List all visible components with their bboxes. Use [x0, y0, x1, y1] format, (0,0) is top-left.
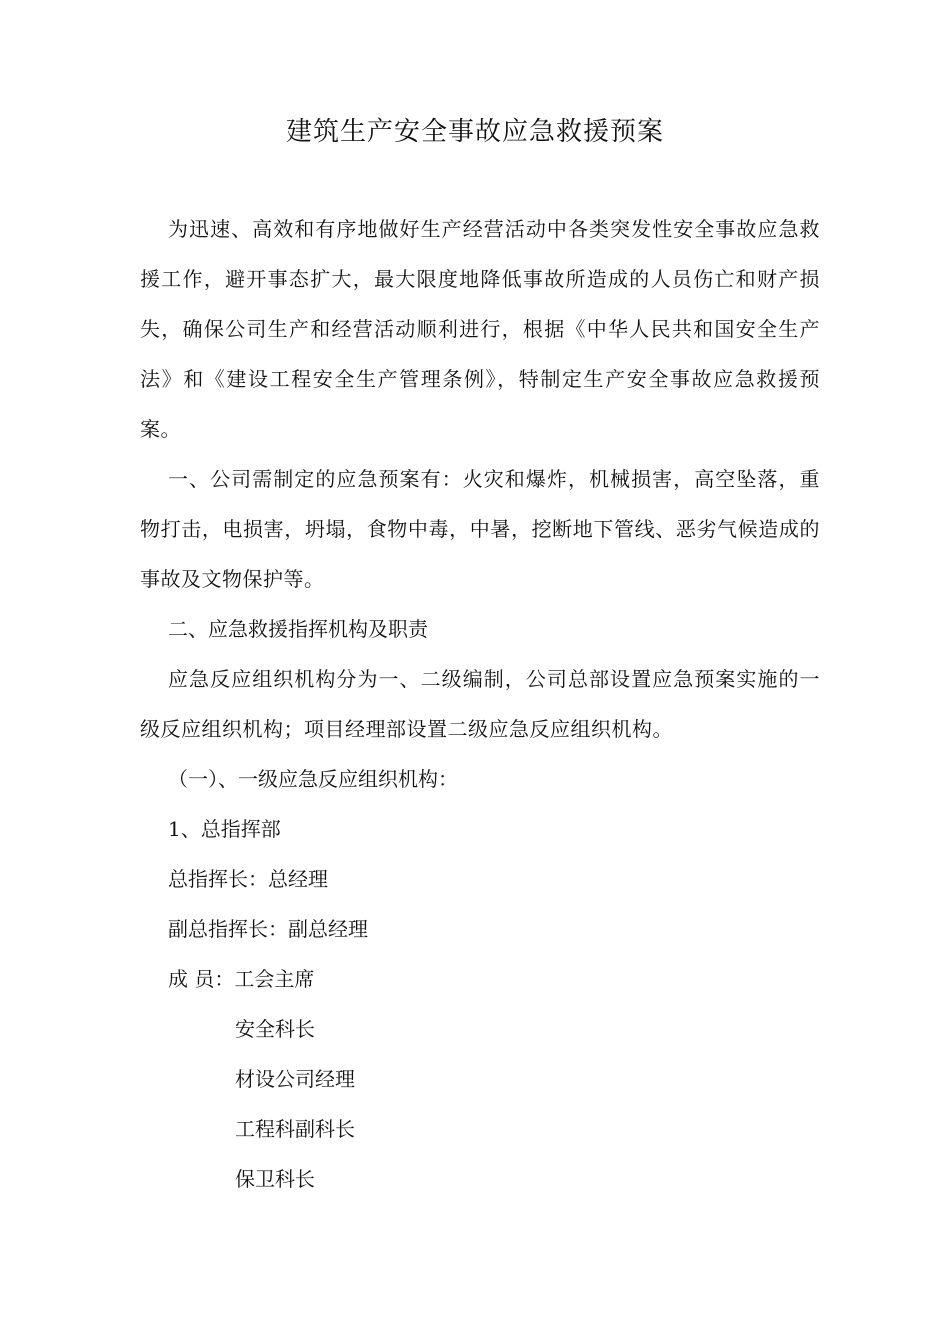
document-title: 建筑生产安全事故应急救援预案 [285, 117, 664, 147]
member-item: 工程科副科长 [235, 1117, 355, 1141]
section1-paragraph: 一、公司需制定的应急预案有：火灾和爆炸，机械损害，高空坠落，重物打击，电损害，坍塌，食物中毒，中暑，挖断地下管线、恶劣气候造成的事故及文物保护等。 [140, 467, 820, 591]
member-item: 安全科长 [235, 1017, 315, 1041]
subsection1-heading: （一）、一级应急反应组织机构： [168, 767, 458, 791]
member-item: 保卫科长 [235, 1167, 315, 1191]
section2-heading: 二、应急救援指挥机构及职责 [168, 617, 428, 641]
section2-paragraph: 应急反应组织机构分为一、二级编制，公司总部设置应急预案实施的一级反应组织机构；项目经理部设置二级应急反应组织机构。 [140, 667, 820, 741]
deputy-commander-line: 副总指挥长：副总经理 [168, 917, 368, 941]
member-item: 材设公司经理 [235, 1067, 355, 1091]
item1-heading: 1、总指挥部 [168, 817, 281, 841]
commander-line: 总指挥长：总经理 [168, 867, 328, 891]
document-body [140, 204, 820, 1204]
intro-paragraph: 为迅速、高效和有序地做好生产经营活动中各类突发性安全事故应急救援工作，避开事态扩大，最大限度地降低事故所造成的人员伤亡和财产损失，确保公司生产和经营活动顺利进行，根据《中华人民共和国安全生产法》和《建设工程安全生产管理条例》，特制定生产安全事故应急救援预案。 [140, 217, 820, 441]
members-label-line: 成 员：工会主席 [168, 967, 315, 991]
